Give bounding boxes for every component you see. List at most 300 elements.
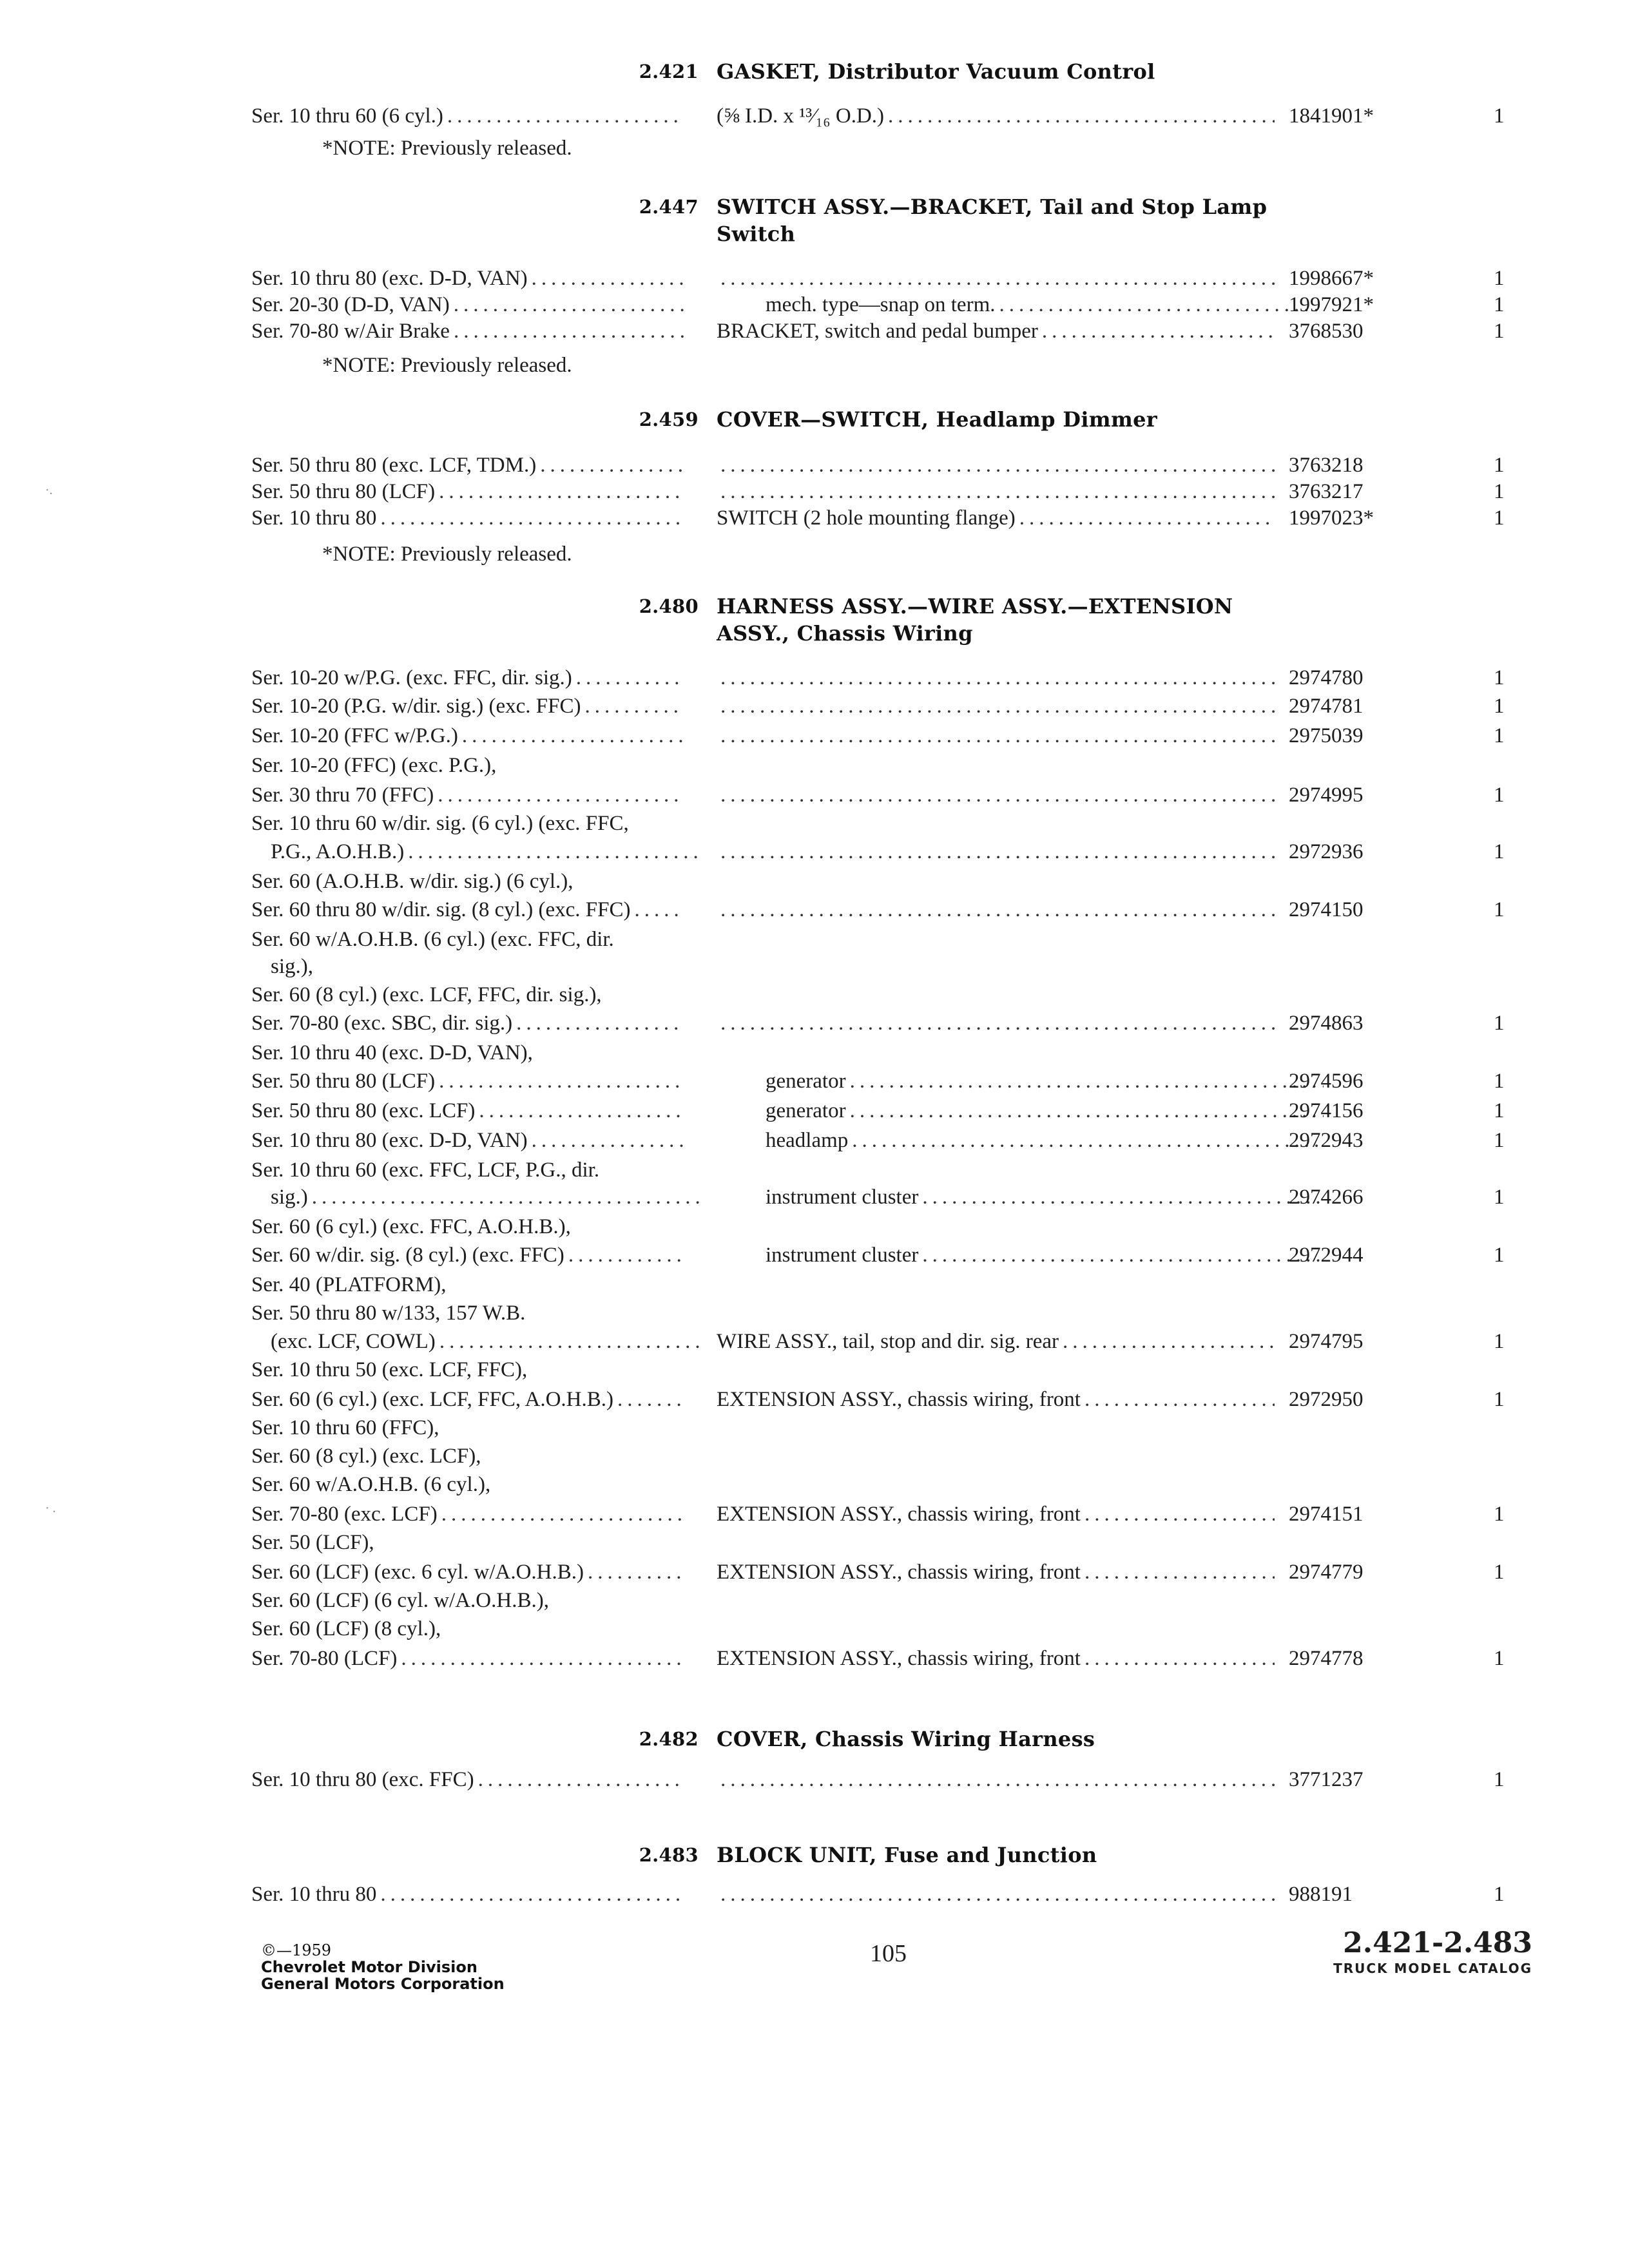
leader-dots [312, 1183, 704, 1211]
series-text: Ser. 60 (6 cyl.) (exc. FFC, A.O.H.B.), [251, 1213, 575, 1241]
series-applicability [251, 1500, 684, 1528]
series-applicability [251, 1241, 684, 1269]
leader-dots [922, 1183, 1324, 1211]
leader-dots [588, 1558, 684, 1586]
series-text: Ser. 10 thru 50 (exc. LCF, FFC), [251, 1356, 531, 1384]
section-title: COVER, Chassis Wiring Harness [717, 1727, 1095, 1751]
series-applicability [251, 896, 684, 924]
publisher-line: Chevrolet Motor Division [261, 1958, 477, 1976]
leader-dots [720, 781, 1275, 809]
leader-dots [618, 925, 684, 954]
parts-row [0, 291, 1629, 319]
part-number: 2974780 [1289, 666, 1364, 689]
quantity: 1 [1494, 1768, 1505, 1791]
part-description [717, 102, 1275, 130]
parts-row [0, 1241, 1629, 1269]
quantity: 1 [1494, 1561, 1505, 1584]
parts-row [0, 1067, 1629, 1095]
leader-dots [380, 1880, 684, 1908]
leader-dots [720, 264, 1275, 293]
series-applicability [251, 838, 704, 866]
part-description [717, 1009, 1275, 1037]
parts-row [0, 1414, 1629, 1442]
leader-dots [531, 1356, 684, 1384]
series-text: Ser. 50 thru 80 (exc. LCF) [251, 1097, 479, 1125]
description-text: generator [766, 1097, 850, 1125]
leader-dots [1019, 504, 1275, 532]
quantity: 1 [1494, 840, 1505, 863]
parts-row [0, 477, 1629, 506]
part-description [717, 1183, 1324, 1211]
scan-mark: ·. [45, 483, 53, 497]
series-applicability [251, 1880, 684, 1908]
parts-row [0, 1097, 1629, 1125]
series-applicability [251, 1765, 684, 1794]
series-text: Ser. 10 thru 40 (exc. D-D, VAN), [251, 1039, 537, 1067]
series-applicability [251, 264, 684, 293]
section-heading [639, 593, 1296, 647]
section-number: 2.459 [639, 408, 699, 430]
series-text: Ser. 10-20 w/P.G. (exc. FFC, dir. sig.) [251, 664, 576, 692]
series-applicability [251, 451, 684, 479]
series-text: Ser. 60 w/A.O.H.B. (6 cyl.) (exc. FFC, dir. [251, 925, 618, 954]
section-heading [639, 193, 1296, 247]
description-text: EXTENSION ASSY., chassis wiring, front [717, 1644, 1084, 1673]
parts-row [0, 952, 1629, 981]
series-text: P.G., A.O.H.B.) [271, 838, 408, 866]
quantity: 1 [1494, 724, 1505, 747]
series-applicability [251, 1183, 704, 1211]
leader-dots [577, 867, 684, 896]
series-text: Ser. 50 thru 80 (LCF) [251, 477, 439, 506]
copyright: ©—1959 [261, 1941, 332, 1959]
series-text: Ser. 60 (8 cyl.) (exc. LCF, FFC, dir. sig.), [251, 981, 606, 1009]
parts-row [0, 1880, 1629, 1908]
part-number: 1997921* [1289, 293, 1374, 316]
section-number: 2.483 [639, 1844, 699, 1866]
description-text: (⅝ I.D. x ¹³⁄₁₆ O.D.) [717, 102, 888, 130]
part-number: 2974863 [1289, 1012, 1364, 1035]
leader-dots [439, 1327, 704, 1356]
parts-row [0, 1213, 1629, 1241]
series-applicability [251, 1126, 684, 1155]
part-number: 2972944 [1289, 1244, 1364, 1267]
description-text: WIRE ASSY., tail, stop and dir. sig. rear [717, 1327, 1063, 1356]
quantity: 1 [1494, 104, 1505, 128]
series-applicability [251, 781, 684, 809]
series-text: Ser. 70-80 w/Air Brake [251, 317, 454, 345]
leader-dots [720, 1765, 1275, 1794]
description-text: mech. type—snap on term. [766, 291, 999, 319]
leader-dots [1063, 1327, 1275, 1356]
leader-dots [850, 1097, 1324, 1125]
leader-dots [537, 1039, 684, 1067]
leader-dots [532, 1126, 684, 1155]
series-applicability [251, 1385, 684, 1414]
leader-dots [478, 1765, 684, 1794]
publisher-line: General Motors Corporation [261, 1975, 505, 1993]
parts-row [0, 722, 1629, 750]
parts-row [0, 504, 1629, 532]
part-number: 2974778 [1289, 1647, 1364, 1670]
leader-dots [450, 1271, 684, 1299]
leader-dots [378, 1528, 684, 1557]
parts-row [0, 1356, 1629, 1384]
leader-dots [585, 692, 685, 720]
leader-dots [634, 896, 684, 924]
section-number: 2.447 [639, 196, 699, 218]
series-applicability [251, 317, 684, 345]
series-applicability [251, 809, 684, 838]
part-number: 2974266 [1289, 1186, 1364, 1209]
leader-dots [439, 477, 684, 506]
leader-dots [553, 1586, 684, 1615]
series-applicability [251, 1327, 704, 1356]
series-applicability [251, 1615, 684, 1643]
part-description [717, 264, 1275, 293]
quantity: 1 [1494, 1129, 1505, 1152]
leader-dots [408, 838, 704, 866]
series-text: Ser. 10 thru 80 (exc. D-D, VAN) [251, 1126, 532, 1155]
leader-dots [617, 1385, 684, 1414]
leader-dots [852, 1126, 1324, 1155]
part-number: 2972936 [1289, 840, 1364, 863]
leader-dots [720, 722, 1275, 750]
part-description [717, 722, 1275, 750]
part-description [717, 477, 1275, 506]
description-text: EXTENSION ASSY., chassis wiring, front [717, 1500, 1084, 1528]
leader-dots [380, 504, 684, 532]
section-heading [639, 406, 1296, 433]
parts-row [0, 781, 1629, 809]
leader-dots [720, 896, 1275, 924]
leader-dots [720, 664, 1275, 692]
leader-dots [720, 692, 1275, 720]
description-text: instrument cluster [766, 1241, 922, 1269]
series-applicability [251, 102, 684, 130]
series-applicability [251, 925, 684, 954]
catalog-title: TRUCK MODEL CATALOG [1333, 1961, 1532, 1976]
leader-dots [454, 291, 684, 319]
series-text: Ser. 70-80 (exc. LCF) [251, 1500, 441, 1528]
series-applicability [251, 1470, 684, 1499]
parts-row [0, 264, 1629, 293]
part-description [717, 1558, 1275, 1586]
leader-dots [516, 1009, 684, 1037]
quantity: 1 [1494, 320, 1505, 343]
series-applicability [251, 1097, 684, 1125]
parts-row [0, 809, 1629, 838]
series-applicability [251, 504, 684, 532]
parts-row [0, 981, 1629, 1009]
series-text: (exc. LCF, COWL) [271, 1327, 439, 1356]
parts-row [0, 1385, 1629, 1414]
part-number: 988191 [1289, 1883, 1353, 1906]
leader-dots [720, 451, 1275, 479]
part-description [717, 692, 1275, 720]
series-text: sig.), [271, 952, 317, 981]
leader-dots [720, 1880, 1275, 1908]
quantity: 1 [1494, 506, 1505, 530]
previously-released-note: *NOTE: Previously released. [322, 137, 572, 160]
series-text: Ser. 60 w/A.O.H.B. (6 cyl.), [251, 1470, 494, 1499]
parts-row [0, 867, 1629, 896]
section-number: 2.421 [639, 61, 699, 82]
part-description [717, 1327, 1275, 1356]
series-text: Ser. 10 thru 80 (exc. FFC) [251, 1765, 478, 1794]
part-description [717, 664, 1275, 692]
series-applicability [251, 664, 684, 692]
parts-row [0, 1299, 1629, 1327]
series-text: Ser. 40 (PLATFORM), [251, 1271, 450, 1299]
series-applicability [251, 1644, 684, 1673]
quantity: 1 [1494, 293, 1505, 316]
part-number: 2974995 [1289, 783, 1364, 807]
parts-row [0, 692, 1629, 720]
leader-dots [1084, 1558, 1275, 1586]
parts-row [0, 1039, 1629, 1067]
description-text: SWITCH (2 hole mounting flange) [717, 504, 1019, 532]
series-text: Ser. 10 thru 80 (exc. D-D, VAN) [251, 264, 532, 293]
previously-released-note: *NOTE: Previously released. [322, 543, 572, 566]
quantity: 1 [1494, 1070, 1505, 1093]
series-applicability [251, 1156, 684, 1184]
parts-row [0, 1442, 1629, 1470]
series-applicability [251, 692, 684, 720]
leader-dots [485, 1442, 684, 1470]
leader-dots [479, 1097, 684, 1125]
section-title: SWITCH ASSY.—BRACKET, Tail and Stop Lamp Switch [717, 195, 1268, 246]
series-text: Ser. 50 thru 80 w/133, 157 W.B. [251, 1299, 529, 1327]
part-number: 2974795 [1289, 1330, 1364, 1353]
series-text: Ser. 70-80 (LCF) [251, 1644, 401, 1673]
parts-row [0, 664, 1629, 692]
series-text: Ser. 10 thru 60 (6 cyl.) [251, 102, 447, 130]
part-number: 2974596 [1289, 1070, 1364, 1093]
series-text: Ser. 10-20 (P.G. w/dir. sig.) (exc. FFC) [251, 692, 585, 720]
series-applicability [251, 477, 684, 506]
leader-dots [532, 264, 684, 293]
leader-dots [576, 664, 684, 692]
part-number: 1998667* [1289, 267, 1374, 290]
parts-row [0, 317, 1629, 345]
series-text: Ser. 50 thru 80 (exc. LCF, TDM.) [251, 451, 540, 479]
part-number: 2974150 [1289, 898, 1364, 921]
leader-dots [720, 838, 1275, 866]
quantity: 1 [1494, 1647, 1505, 1670]
section-title: HARNESS ASSY.—WIRE ASSY.—EXTENSION ASSY., Chassis Wiring [717, 594, 1233, 646]
description-text: headlamp [766, 1126, 852, 1155]
series-text: Ser. 20-30 (D-D, VAN) [251, 291, 454, 319]
quantity: 1 [1494, 1330, 1505, 1353]
part-number: 3763217 [1289, 480, 1364, 503]
parts-row [0, 1156, 1629, 1184]
leader-dots [447, 102, 684, 130]
section-number: 2.480 [639, 595, 699, 617]
series-text: Ser. 60 (A.O.H.B. w/dir. sig.) (6 cyl.), [251, 867, 577, 896]
leader-dots [494, 1470, 684, 1499]
leader-dots [568, 1241, 684, 1269]
parts-row [0, 925, 1629, 954]
part-number: 2974156 [1289, 1099, 1364, 1122]
leader-dots [1084, 1385, 1275, 1414]
series-applicability [251, 1213, 684, 1241]
leader-dots [603, 1156, 684, 1184]
series-text: Ser. 60 thru 80 w/dir. sig. (8 cyl.) (exc. FFC) [251, 896, 634, 924]
series-text: Ser. 30 thru 70 (FFC) [251, 781, 438, 809]
series-text: Ser. 60 (LCF) (6 cyl. w/A.O.H.B.), [251, 1586, 553, 1615]
leader-dots [720, 477, 1275, 506]
quantity: 1 [1494, 695, 1505, 718]
part-description [717, 1067, 1324, 1095]
parts-row [0, 1126, 1629, 1155]
parts-row [0, 1500, 1629, 1528]
leader-dots [1042, 317, 1275, 345]
series-applicability [251, 981, 684, 1009]
series-text: Ser. 10-20 (FFC) (exc. P.G.), [251, 751, 500, 780]
series-applicability [251, 1067, 684, 1095]
section-heading [639, 58, 1296, 85]
part-description [717, 1126, 1324, 1155]
leader-dots [441, 1500, 684, 1528]
part-description [717, 504, 1275, 532]
part-description [717, 1241, 1324, 1269]
section-title: BLOCK UNIT, Fuse and Junction [717, 1843, 1097, 1867]
leader-dots [439, 1067, 684, 1095]
parts-row [0, 1586, 1629, 1615]
parts-row [0, 1765, 1629, 1794]
leader-dots [540, 451, 684, 479]
leader-dots [888, 102, 1275, 130]
series-applicability [251, 1009, 684, 1037]
leader-dots [1084, 1500, 1275, 1528]
description-text: BRACKET, switch and pedal bumper [717, 317, 1042, 345]
part-number: 3771237 [1289, 1768, 1364, 1791]
series-applicability [251, 722, 684, 750]
part-number: 2972950 [1289, 1388, 1364, 1411]
part-description [717, 781, 1275, 809]
description-text: EXTENSION ASSY., chassis wiring, front [717, 1385, 1084, 1414]
leader-dots [438, 781, 684, 809]
series-applicability [251, 1039, 684, 1067]
parts-row [0, 451, 1629, 479]
parts-row [0, 1615, 1629, 1643]
series-text: Ser. 10 thru 60 (FFC), [251, 1414, 443, 1442]
part-description [717, 1765, 1275, 1794]
series-text: Ser. 50 thru 80 (LCF) [251, 1067, 439, 1095]
series-text: Ser. 10 thru 60 (exc. FFC, LCF, P.G., dir. [251, 1156, 603, 1184]
quantity: 1 [1494, 1503, 1505, 1526]
quantity: 1 [1494, 1883, 1505, 1906]
series-applicability [251, 291, 684, 319]
part-number: 2974781 [1289, 695, 1364, 718]
series-text: Ser. 10-20 (FFC w/P.G.) [251, 722, 462, 750]
leader-dots [720, 1009, 1275, 1037]
section-title: COVER—SWITCH, Headlamp Dimmer [717, 407, 1157, 432]
quantity: 1 [1494, 1388, 1505, 1411]
leader-dots [529, 1299, 684, 1327]
parts-row [0, 896, 1629, 924]
description-text: instrument cluster [766, 1183, 922, 1211]
series-text: Ser. 60 (LCF) (exc. 6 cyl. w/A.O.H.B.) [251, 1558, 588, 1586]
leader-dots [401, 1644, 684, 1673]
series-applicability [251, 1558, 684, 1586]
quantity: 1 [1494, 454, 1505, 477]
part-number: 2974151 [1289, 1503, 1364, 1526]
leader-dots [317, 952, 704, 981]
parts-row [0, 1009, 1629, 1037]
part-number: 2972943 [1289, 1129, 1364, 1152]
leader-dots [575, 1213, 684, 1241]
catalog-range-block [1333, 1927, 1532, 1977]
description-text: generator [766, 1067, 850, 1095]
series-applicability [251, 952, 704, 981]
leader-dots [1084, 1644, 1275, 1673]
part-number: 2975039 [1289, 724, 1364, 747]
section-range: 2.421-2.483 [1343, 1927, 1532, 1959]
part-number: 3763218 [1289, 454, 1364, 477]
parts-row [0, 1327, 1629, 1356]
part-number: 2974779 [1289, 1561, 1364, 1584]
quantity: 1 [1494, 666, 1505, 689]
leader-dots [633, 809, 684, 838]
series-text: Ser. 10 thru 80 [251, 504, 380, 532]
publisher-block [261, 1942, 505, 1992]
series-text: Ser. 60 (8 cyl.) (exc. LCF), [251, 1442, 485, 1470]
quantity: 1 [1494, 1099, 1505, 1122]
part-description [717, 291, 1324, 319]
series-text: Ser. 60 (6 cyl.) (exc. LCF, FFC, A.O.H.B.) [251, 1385, 617, 1414]
quantity: 1 [1494, 1012, 1505, 1035]
series-text: Ser. 60 (LCF) (8 cyl.), [251, 1615, 445, 1643]
series-applicability [251, 1271, 684, 1299]
series-text: Ser. 10 thru 60 w/dir. sig. (6 cyl.) (exc. FFC, [251, 809, 633, 838]
part-description [717, 896, 1275, 924]
page-number: 105 [870, 1940, 907, 1967]
series-applicability [251, 751, 684, 780]
leader-dots [443, 1414, 684, 1442]
description-text: EXTENSION ASSY., chassis wiring, front [717, 1558, 1084, 1586]
parts-row [0, 838, 1629, 866]
part-description [717, 838, 1275, 866]
series-applicability [251, 867, 684, 896]
series-applicability [251, 1356, 684, 1384]
part-description [717, 1385, 1275, 1414]
leader-dots [850, 1067, 1324, 1095]
leader-dots [462, 722, 684, 750]
leader-dots [999, 291, 1324, 319]
parts-row [0, 1183, 1629, 1211]
leader-dots [606, 981, 684, 1009]
part-description [717, 1880, 1275, 1908]
parts-row [0, 751, 1629, 780]
series-text: Ser. 10 thru 80 [251, 1880, 380, 1908]
part-description [717, 451, 1275, 479]
quantity: 1 [1494, 1186, 1505, 1209]
section-number: 2.482 [639, 1728, 699, 1750]
parts-row [0, 1528, 1629, 1557]
series-text: Ser. 70-80 (exc. SBC, dir. sig.) [251, 1009, 516, 1037]
series-applicability [251, 1528, 684, 1557]
leader-dots [922, 1241, 1324, 1269]
parts-row [0, 1558, 1629, 1586]
quantity: 1 [1494, 267, 1505, 290]
part-number: 1997023* [1289, 506, 1374, 530]
series-text: Ser. 50 (LCF), [251, 1528, 378, 1557]
series-text: sig.) [271, 1183, 312, 1211]
part-number: 3768530 [1289, 320, 1364, 343]
series-applicability [251, 1442, 684, 1470]
